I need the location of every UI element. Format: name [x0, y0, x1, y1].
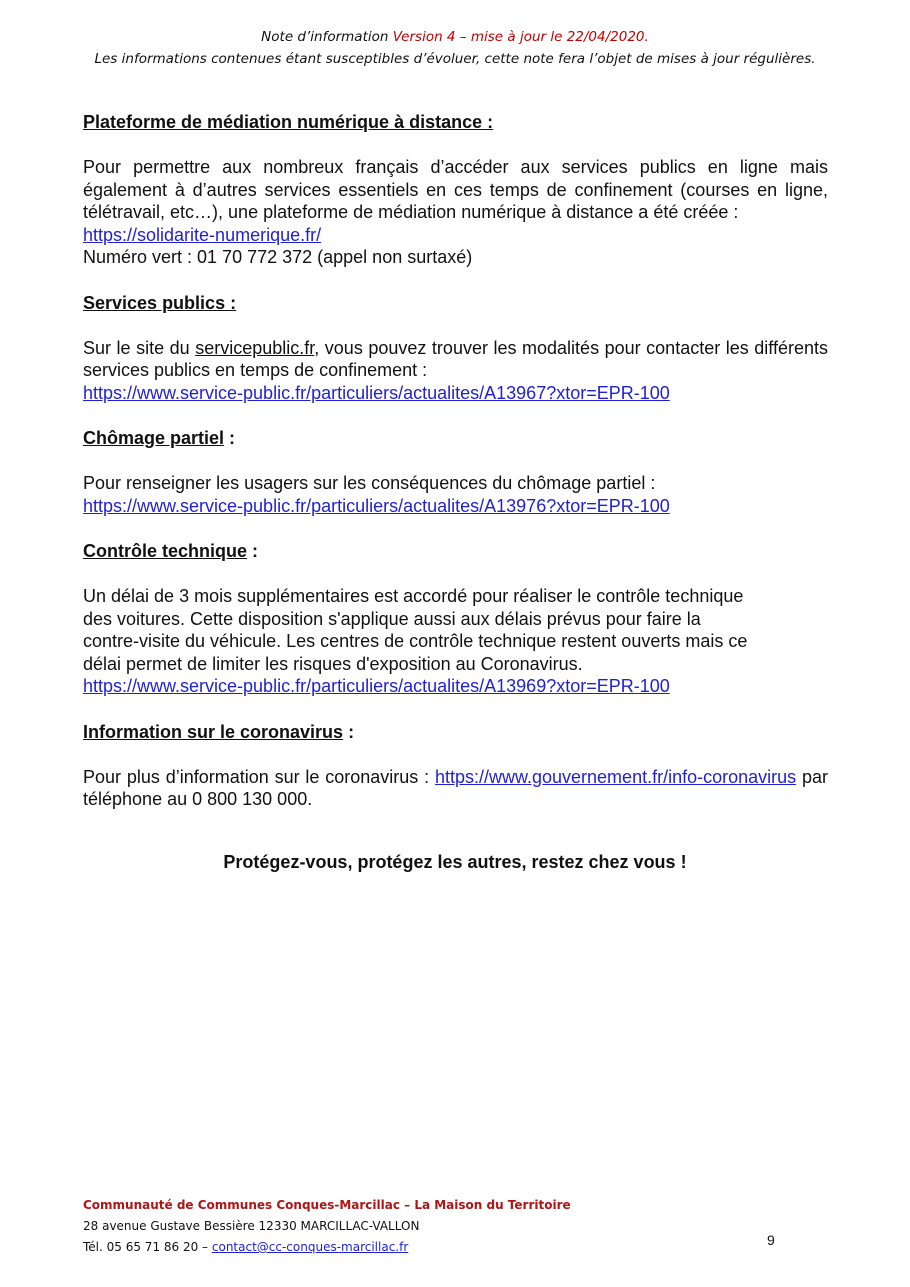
header-version-line [0, 26, 910, 48]
footer-email-link[interactable]: contact@cc-conques-marcillac.fr [211, 1240, 409, 1254]
controle-line-2: des voitures. Cette disposition s'applique aussi aux délais prévus pour faire la [83, 608, 701, 629]
section-title-controle: Contrôle technique : [83, 541, 259, 561]
services-link[interactable]: https://www.service-public.fr/particuliers/actualites/A13967?xtor=EPR-100 [83, 382, 670, 403]
corona-body: Pour plus d’information sur le coronavirus : https://www.gouvernement.fr/info-coronavirus par téléphone au 0 800 130 000. [83, 766, 828, 809]
section-title-corona: Information sur le coronavirus : [83, 721, 355, 742]
servicepublic-site[interactable]: servicepublic.fr [195, 337, 315, 358]
page-footer [83, 1195, 828, 1258]
mediation-phone: Numéro vert : 01 70 772 372 (appel non surtaxé) [83, 247, 473, 267]
controle-line-1: Un délai de 3 mois supplémentaires est accordé pour réaliser le contrôle technique [83, 586, 744, 606]
chomage-link[interactable]: https://www.service-public.fr/particuliers/actualites/A13976?xtor=EPR-100 [83, 495, 670, 516]
controle-line-3: contre-visite du véhicule. Les centres de contrôle technique restent ouverts mais ce [83, 631, 748, 651]
controle-line-4: délai permet de limiter les risques d'exposition au Coronavirus. [83, 653, 583, 674]
controle-link[interactable]: https://www.service-public.fr/particuliers/actualites/A13969?xtor=EPR-100 [83, 676, 670, 696]
footer-contact: Tél. 05 65 71 86 20 – contact@cc-conques-marcillac.fr [83, 1240, 409, 1254]
header-prefix: Note d’information [261, 29, 393, 45]
main-content [83, 110, 828, 811]
footer-address: 28 avenue Gustave Bessière 12330 MARCILLAC-VALLON [83, 1219, 420, 1233]
mediation-link[interactable]: https://solidarite-numerique.fr/ [83, 224, 322, 245]
chomage-body: Pour renseigner les usagers sur les conséquences du chômage partiel : [83, 473, 656, 493]
services-body: Sur le site du servicepublic.fr, vous pouvez trouver les modalités pour contacter les différents services publics en temps de confinement : [83, 337, 828, 380]
mediation-body: Pour permettre aux nombreux français d’accéder aux services publics en ligne mais également à d’autres services essentiels en ces temps de confinement (courses en ligne, télétravail, etc…), une plateforme de médiation numérique à distance a été créée : [83, 157, 828, 222]
closing-message: Protégez-vous, protégez les autres, restez chez vous ! [223, 852, 687, 872]
section-title-chomage: Chômage partiel : [83, 428, 236, 448]
section-title-services: Services publics : [83, 292, 237, 313]
section-title-mediation: Plateforme de médiation numérique à distance : [83, 112, 494, 132]
footer-organization: Communauté de Communes Conques-Marcillac – La Maison du Territoire [83, 1198, 571, 1212]
page-number: 9 [767, 1232, 775, 1248]
header-subtitle: Les informations contenues étant susceptibles d’évoluer, cette note fera l’objet de mises à jour régulières. [94, 51, 816, 67]
header-version: Version 4 – mise à jour le 22/04/2020. [392, 29, 649, 45]
page-header [0, 26, 910, 70]
corona-link[interactable]: https://www.gouvernement.fr/info-coronavirus [434, 766, 797, 787]
